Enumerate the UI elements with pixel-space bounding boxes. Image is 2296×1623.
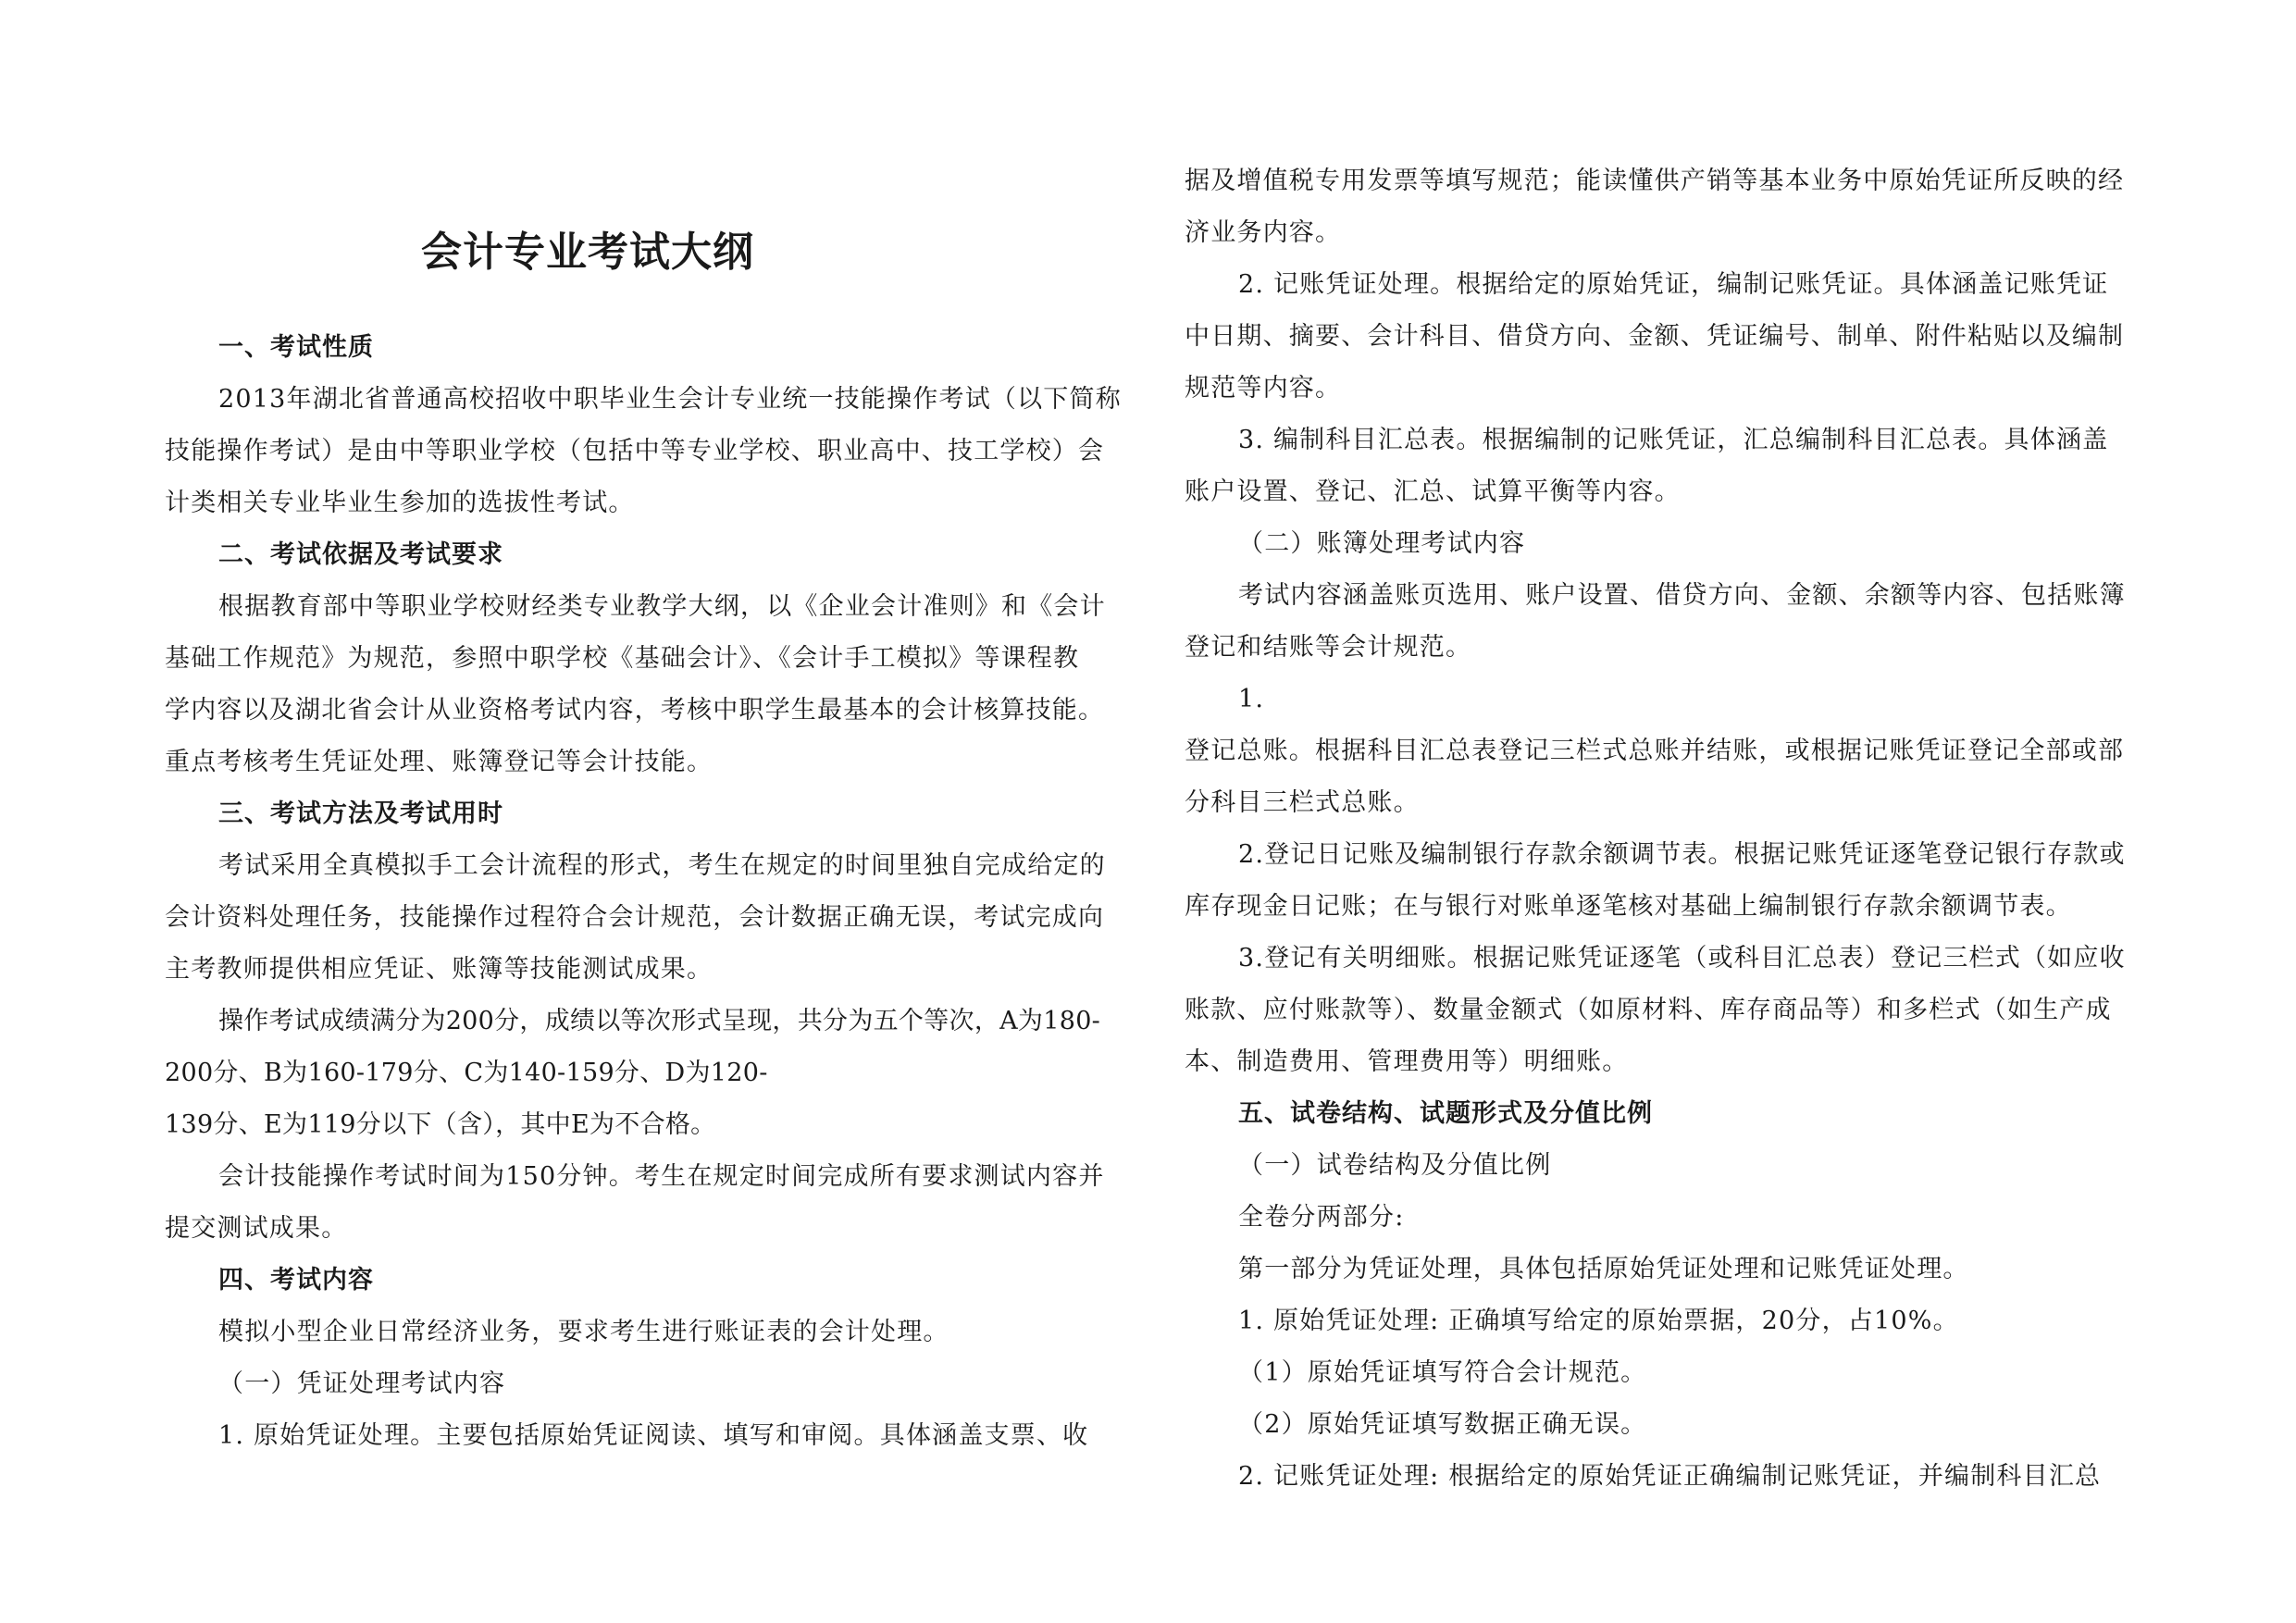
- section-heading-structure: 五、试卷结构、试题形式及分值比例: [1238, 1099, 1653, 1128]
- paragraph-line: 2013年湖北省普通高校招收中职毕业生会计专业统一技能操作考试（以下简称: [218, 385, 1122, 414]
- paragraph-line: 账款、应付账款等）、数量金额式（如原材料、库存商品等）和多栏式（如生产成: [1185, 996, 2112, 1024]
- paragraph-line: 基础工作规范》为规范，参照中职学校《基础会计》、《会计手工模拟》等课程教: [165, 644, 1080, 673]
- subsection-heading: （二）账簿处理考试内容: [1238, 529, 1526, 558]
- paragraph-line: 库存现金日记账；在与银行对账单逐笔核对基础上编制银行存款余额调节表。: [1185, 892, 2072, 921]
- paragraph-line: 2.登记日记账及编制银行存款余额调节表。根据记账凭证逐笔登记银行存款或: [1238, 840, 2126, 869]
- paragraph-line: 规范等内容。: [1185, 374, 1342, 403]
- section-heading-nature: 一、考试性质: [218, 333, 374, 362]
- paragraph-line: 1.: [1238, 685, 1265, 713]
- subsection-heading: （一）凭证处理考试内容: [218, 1369, 506, 1398]
- paragraph-line: 登记总账。根据科目汇总表登记三栏式总账并结账，或根据记账凭证登记全部或部: [1185, 737, 2125, 765]
- document-title: 会计专业考试大纲: [421, 229, 754, 276]
- paragraph-line: 2. 记账凭证处理: 根据给定的原始凭证正确编制记账凭证，并编制科目汇总: [1238, 1462, 2102, 1491]
- paragraph-line: 计类相关专业毕业生参加的选拔性考试。: [165, 489, 635, 517]
- section-heading-content: 四、考试内容: [218, 1266, 374, 1295]
- paragraph-line: 技能操作考试）是由中等职业学校（包括中等专业学校、职业高中、技工学校）会: [165, 437, 1105, 465]
- paragraph-line: 操作考试成绩满分为200分，成绩以等次形式呈现，共分为五个等次，A为180-: [218, 1007, 1101, 1035]
- paragraph-line: 1. 原始凭证处理: 正确填写给定的原始票据，20分，占10%。: [1238, 1307, 1959, 1335]
- subsection-heading: （一）试卷结构及分值比例: [1238, 1151, 1552, 1180]
- paragraph-line: 200分、B为160-179分、C为140-159分、D为120-: [165, 1059, 768, 1087]
- paragraph-line: 会计资料处理任务，技能操作过程符合会计规范，会计数据正确无误，考试完成向: [165, 903, 1105, 932]
- paragraph-line: 考试采用全真模拟手工会计流程的形式，考生在规定的时间里独自完成给定的: [218, 851, 1106, 880]
- paragraph-line: 提交测试成果。: [165, 1214, 348, 1243]
- paragraph-line: 模拟小型企业日常经济业务，要求考生进行账证表的会计处理。: [218, 1318, 949, 1346]
- paragraph-line: 2. 记账凭证处理。根据给定的原始凭证，编制记账凭证。具体涵盖记账凭证: [1238, 270, 2109, 299]
- paragraph-line: 中日期、摘要、会计科目、借贷方向、金额、凭证编号、制单、附件粘贴以及编制: [1185, 322, 2125, 351]
- paragraph-line: 分科目三栏式总账。: [1185, 788, 1420, 817]
- paragraph-line: 登记和结账等会计规范。: [1185, 633, 1472, 662]
- paragraph-line: 学内容以及湖北省会计从业资格考试内容，考核中职学生最基本的会计核算技能。: [165, 696, 1105, 725]
- paragraph-line: 3.登记有关明细账。根据记账凭证逐笔（或科目汇总表）登记三栏式（如应收: [1238, 944, 2126, 973]
- paragraph-line: 第一部分为凭证处理，具体包括原始凭证处理和记账凭证处理。: [1238, 1255, 1969, 1283]
- paragraph-line: 1. 原始凭证处理。主要包括原始凭证阅读、填写和审阅。具体涵盖支票、收: [218, 1421, 1089, 1450]
- paragraph-line: 重点考核考生凭证处理、账簿登记等会计技能。: [165, 748, 714, 776]
- paragraph-line: （1）原始凭证填写符合会计规范。: [1238, 1358, 1647, 1387]
- paragraph-line: 账户设置、登记、汇总、试算平衡等内容。: [1185, 477, 1681, 506]
- paragraph-line: （2）原始凭证填写数据正确无误。: [1238, 1410, 1647, 1439]
- paragraph-line: 139分、E为119分以下（含），其中E为不合格。: [165, 1110, 716, 1139]
- paragraph-line: 本、制造费用、管理费用等）明细账。: [1185, 1047, 1629, 1076]
- paragraph-line: 3. 编制科目汇总表。根据编制的记账凭证，汇总编制科目汇总表。具体涵盖: [1238, 426, 2109, 454]
- paragraph-line: 根据教育部中等职业学校财经类专业教学大纲，以《企业会计准则》和《会计: [218, 592, 1106, 621]
- paragraph-line: 据及增值税专用发票等填写规范；能读懂供产销等基本业务中原始凭证所反映的经: [1185, 167, 2125, 195]
- paragraph-line: 会计技能操作考试时间为150分钟。考生在规定时间完成所有要求测试内容并: [218, 1162, 1105, 1191]
- paragraph-line: 主考教师提供相应凭证、账簿等技能测试成果。: [165, 955, 714, 984]
- paragraph-line: 全卷分两部分:: [1238, 1203, 1405, 1232]
- section-heading-method: 三、考试方法及考试用时: [218, 799, 503, 828]
- paragraph-line: 考试内容涵盖账页选用、账户设置、借贷方向、金额、余额等内容、包括账簿: [1238, 581, 2126, 610]
- section-heading-basis: 二、考试依据及考试要求: [218, 540, 503, 569]
- paragraph-line: 济业务内容。: [1185, 218, 1342, 247]
